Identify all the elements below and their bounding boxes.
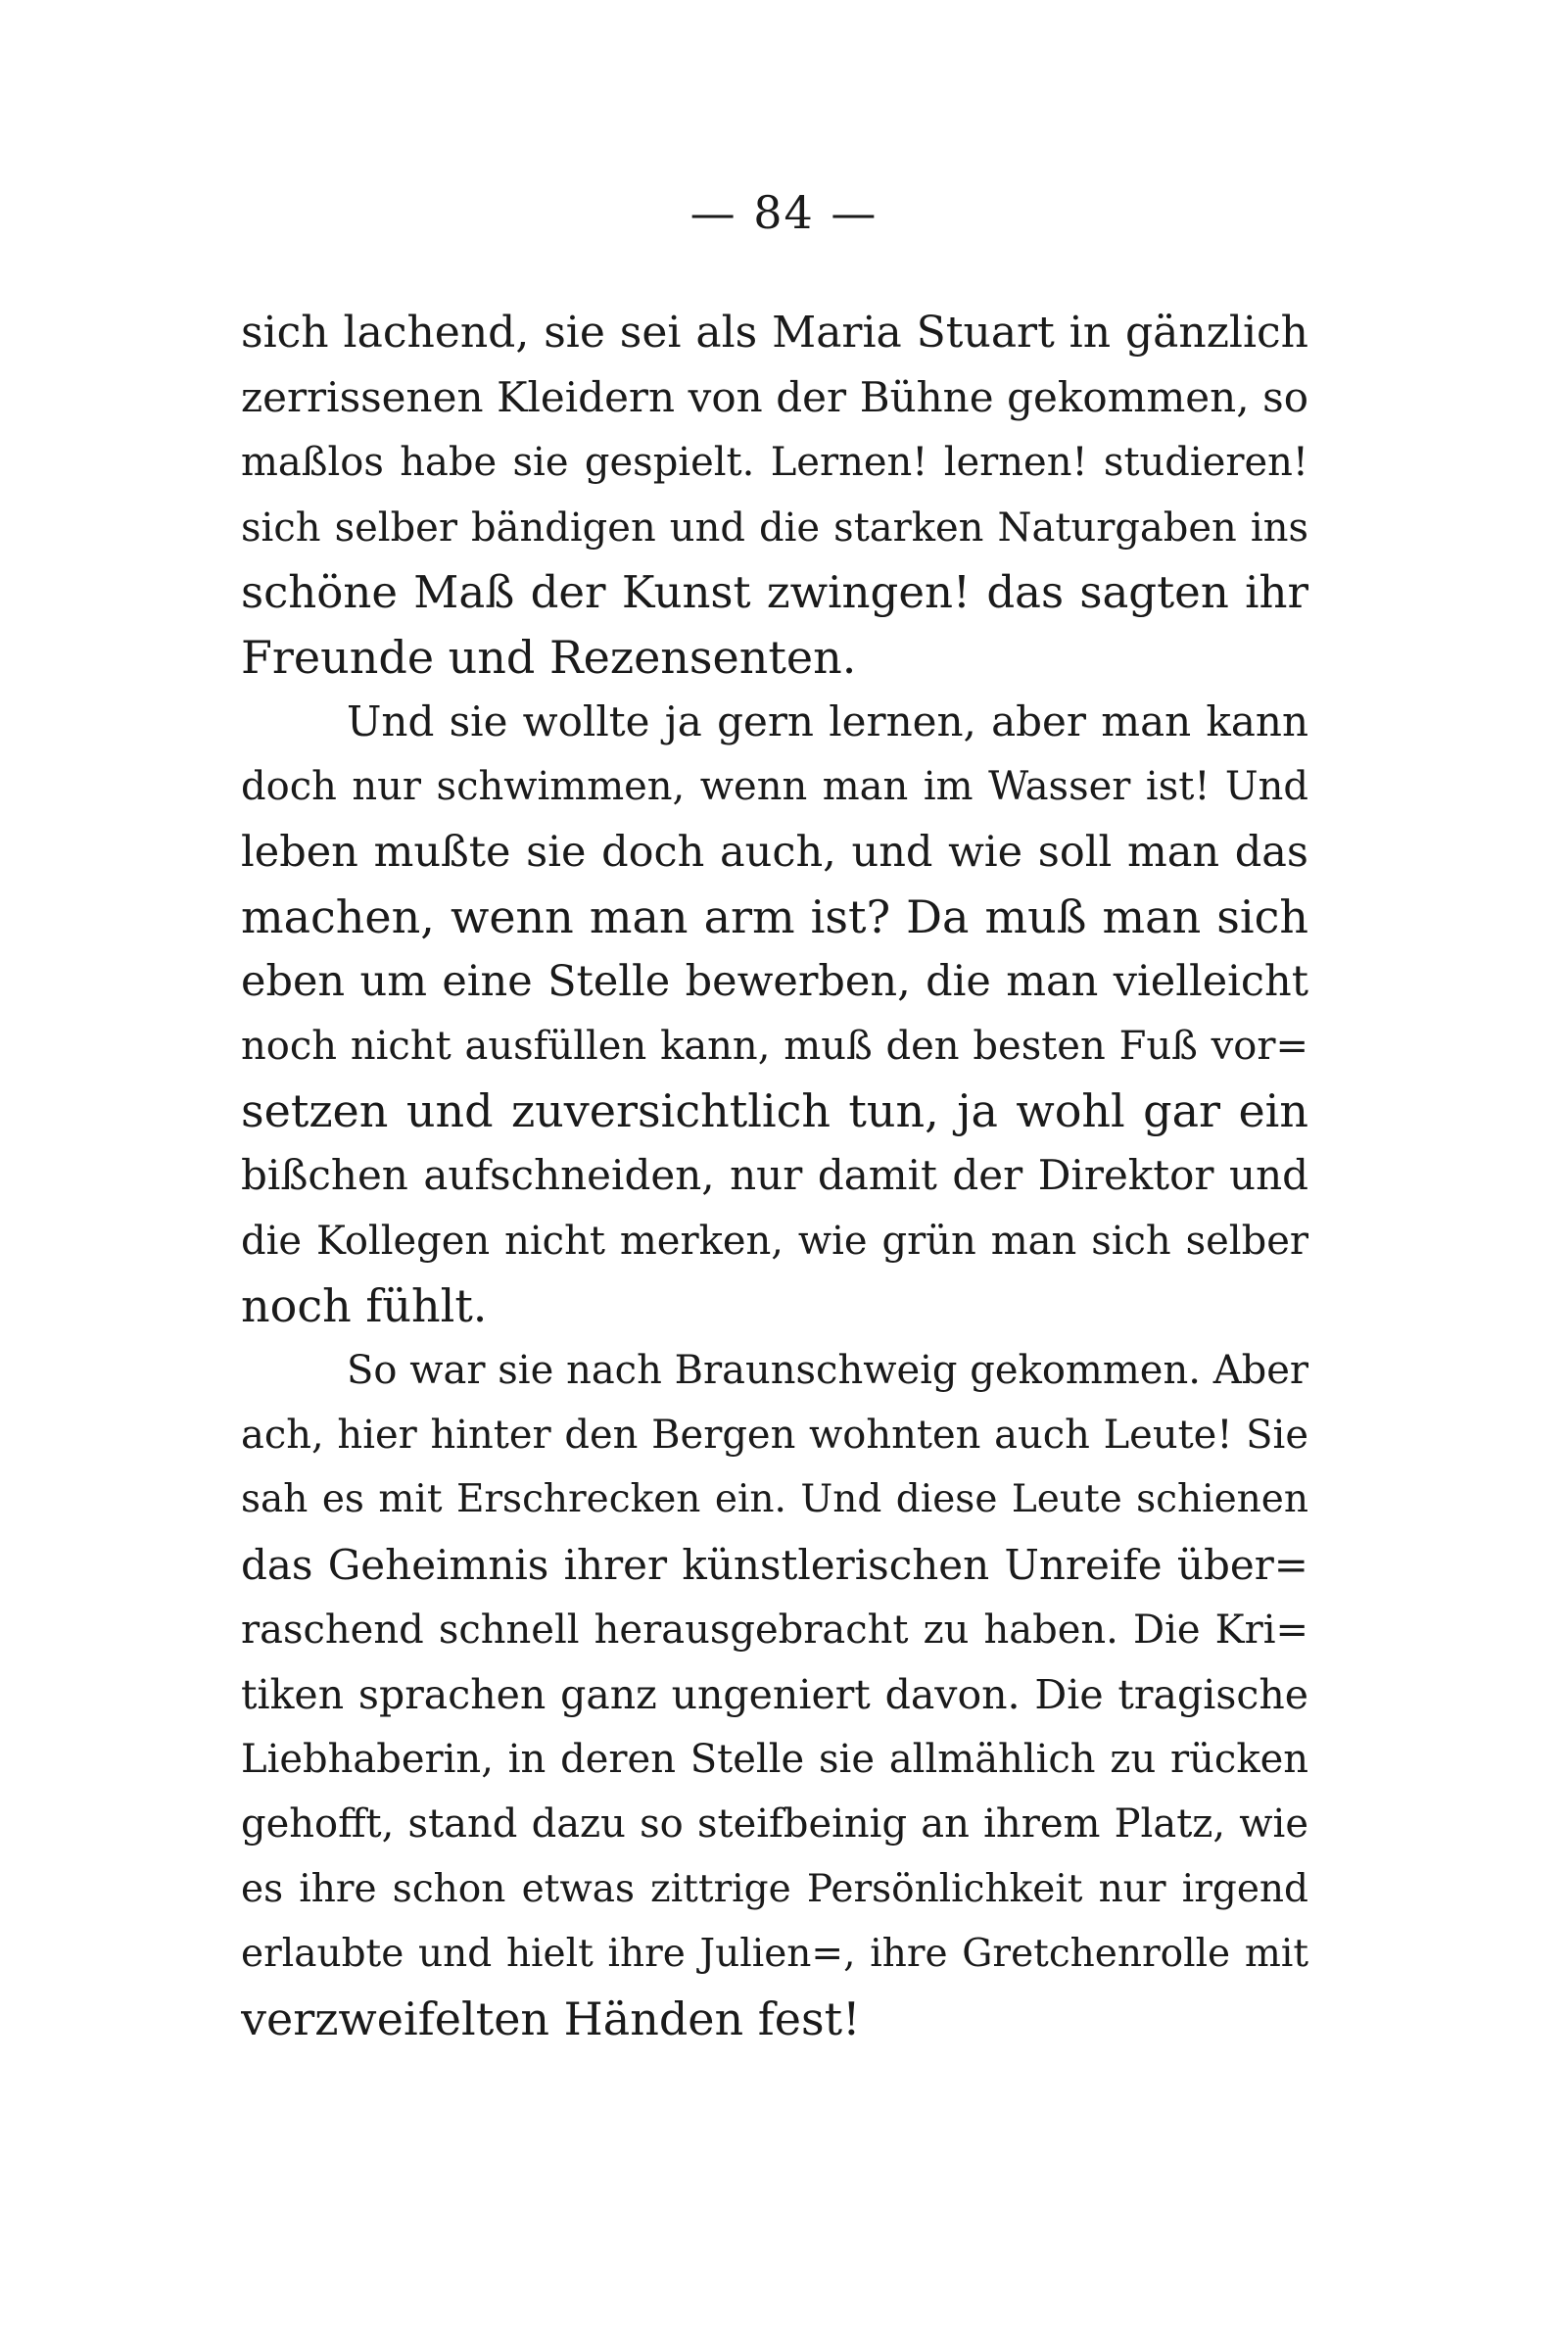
text-line: Und sie wollte ja gern lernen, aber man kann [347, 697, 1308, 746]
text-line: doch nur schwimmen, wenn man im Wasser ist! Und [241, 764, 1308, 810]
text-line: sich lachend, sie sei als Maria Stuart in gänzlich [241, 308, 1308, 358]
text-line: sah es mit Erschrecken ein. Und diese Leute schienen [241, 1477, 1308, 1522]
text-line: zerrissenen Kleidern von der Bühne gekommen, so [241, 373, 1308, 422]
text-line: setzen und zuversichtlich tun, ja wohl gar ein [241, 1084, 1308, 1138]
page-number: — 84 — [689, 186, 879, 239]
text-line: noch fühlt. [241, 1278, 488, 1332]
text-line: machen, wenn man arm ist? Da muß man sich [241, 889, 1308, 943]
text-line: ach, hier hinter den Bergen wohnten auch Leute! Sie [241, 1413, 1308, 1459]
text-line: erlaubte und hielt ihre Julien=, ihre Gretchenrolle mit [241, 1931, 1308, 1976]
text-line: das Geheimnis ihrer künstlerischen Unreife über= [241, 1540, 1308, 1589]
text-line: maßlos habe sie gespielt. Lernen! lernen! studieren! [241, 440, 1308, 486]
text-line: noch nicht ausfüllen kann, muß den besten Fuß vor= [241, 1024, 1308, 1070]
text-line: Liebhaberin, in deren Stelle sie allmählich zu rücken [241, 1737, 1308, 1783]
text-line: es ihre schon etwas zittrige Persönlichkeit nur irgend [241, 1866, 1308, 1911]
text-line: eben um eine Stelle bewerben, die man vielleicht [241, 956, 1308, 1006]
text-line: leben mußte sie doch auch, und wie soll man das [241, 827, 1308, 877]
text-line: So war sie nach Braunschweig gekommen. Aber [347, 1348, 1308, 1393]
text-line: Freunde und Rezensenten. [241, 630, 857, 684]
text-line: raschend schnell herausgebracht zu haben. Die Kri= [241, 1607, 1308, 1653]
text-line: bißchen aufschneiden, nur damit der Direktor und [241, 1151, 1308, 1200]
text-line: gehofft, stand dazu so steifbeinig an ihrem Platz, wie [241, 1801, 1308, 1848]
text-line: schöne Maß der Kunst zwingen! das sagten ihr [241, 565, 1308, 618]
text-line: sich selber bändigen und die starken Naturgaben ins [241, 504, 1308, 551]
text-line: die Kollegen nicht merken, wie grün man sich selber [241, 1218, 1308, 1264]
text-line: verzweifelten Händen fest! [241, 1992, 861, 2045]
body-text [241, 301, 1308, 2051]
text-line: tiken sprachen ganz ungeniert davon. Die tragische [241, 1670, 1308, 1718]
